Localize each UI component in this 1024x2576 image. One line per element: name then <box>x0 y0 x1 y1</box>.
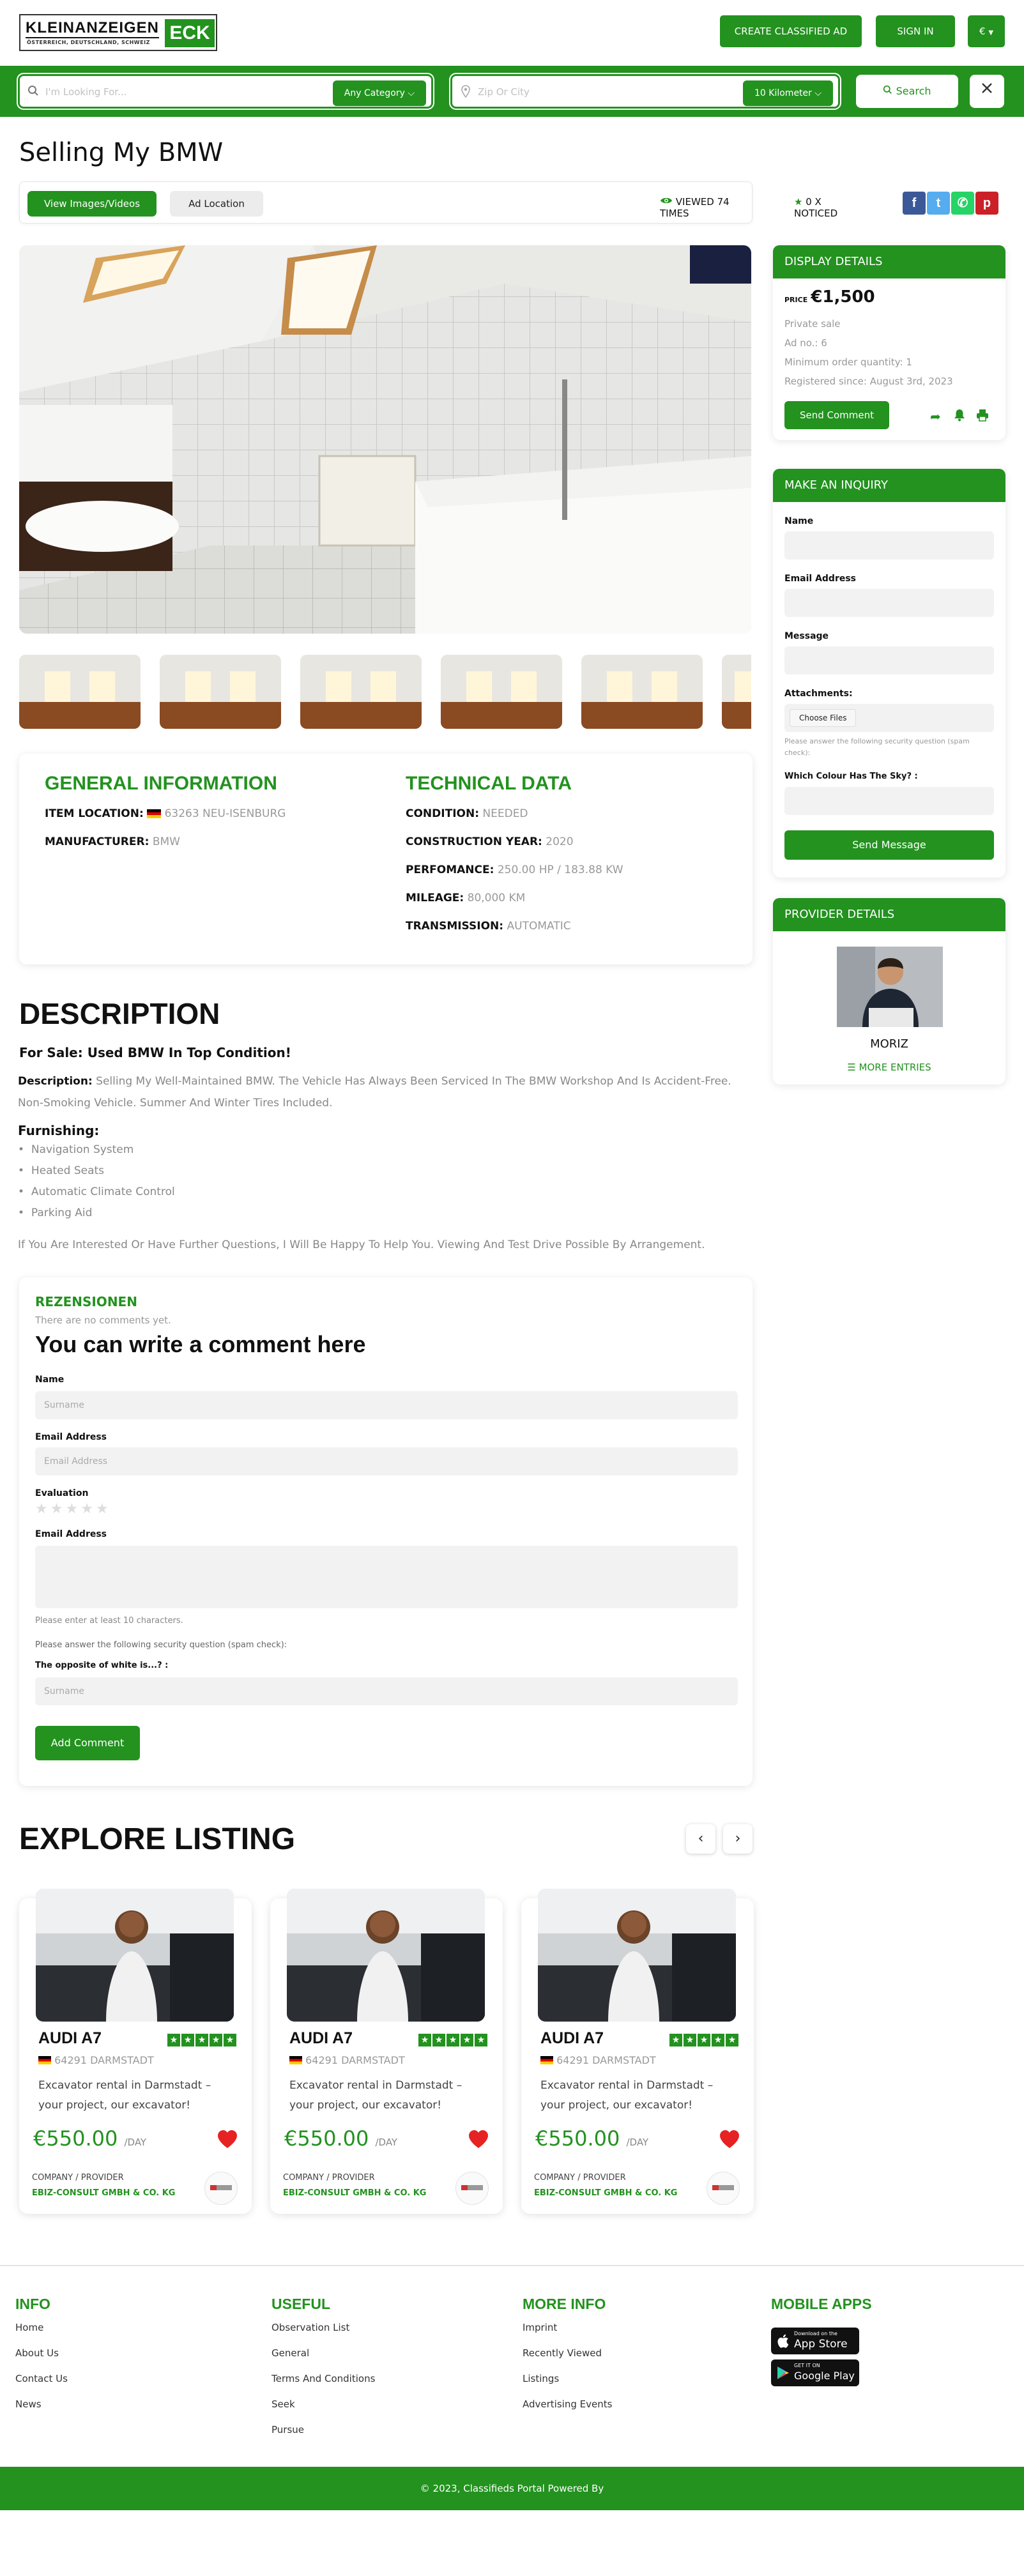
thumbnail-image[interactable] <box>300 655 422 729</box>
star-icon[interactable]: ★ <box>35 1501 50 1517</box>
gplay-big-text: Google Play <box>794 2370 855 2382</box>
heart-icon[interactable] <box>217 2130 238 2151</box>
email-label: Email Address <box>784 574 857 584</box>
company-name[interactable]: EBIZ-CONSULT GMBH & CO. KG <box>283 2188 427 2198</box>
star-icon: ★ <box>418 2034 431 2046</box>
price-label: PRICE <box>784 296 808 304</box>
tech-row <box>406 920 571 933</box>
listing-toolbar <box>19 181 991 224</box>
tech-key: MILEAGE: <box>406 892 464 904</box>
caret-down-icon: ▼ <box>988 29 994 36</box>
main-listing-image[interactable] <box>19 245 751 634</box>
carousel-prev-button[interactable] <box>686 1824 715 1854</box>
currency-dropdown[interactable] <box>968 15 1005 47</box>
germany-flag-icon <box>289 2056 302 2064</box>
noticed-count-text: 0 X NOTICED <box>794 196 838 219</box>
location-text: 64291 DARMSTADT <box>556 2054 656 2066</box>
review-message-label: Email Address <box>35 1529 107 1539</box>
thumbnail-image[interactable] <box>160 655 281 729</box>
furnishing-label: Heated Seats <box>31 1164 105 1177</box>
footer-link[interactable]: Seek <box>271 2398 295 2410</box>
inquiry-message-input[interactable] <box>784 646 994 674</box>
tech-row <box>406 864 623 876</box>
no-comments-text: There are no comments yet. <box>35 1315 171 1326</box>
review-email-label: Email Address <box>35 1432 107 1442</box>
footer-link[interactable]: Contact Us <box>15 2373 68 2384</box>
furnishing-item: • Heated Seats <box>18 1164 105 1177</box>
company-label: COMPANY / PROVIDER <box>283 2173 375 2183</box>
category-label: Any Category <box>344 88 405 98</box>
listing-card-title: AUDI A7 <box>289 2029 353 2047</box>
search-icon <box>27 85 39 99</box>
appstore-big-text: App Store <box>794 2338 848 2351</box>
listing-card-image <box>538 1889 736 2022</box>
chevron-down-icon: ⌵ <box>814 88 821 98</box>
ad-number: Ad no.: 6 <box>784 337 827 349</box>
heart-icon[interactable] <box>719 2130 740 2151</box>
listing-card-description: Excavator rental in Darmstadt – your project, our excavator! <box>38 2079 211 2112</box>
technical-data-heading: TECHNICAL DATA <box>406 773 572 794</box>
rating-stars <box>418 2034 487 2046</box>
sale-type: Private sale <box>784 318 841 330</box>
chevron-right-icon: › <box>735 1831 741 1847</box>
furnishing-label: Navigation System <box>31 1143 134 1156</box>
security-question-label: Which Colour Has The Sky? : <box>784 772 918 781</box>
listing-card-description: Excavator rental in Darmstadt – your project, our excavator! <box>540 2079 714 2112</box>
tech-key: PERFOMANCE: <box>406 864 494 876</box>
footer-info-heading: INFO <box>15 2296 50 2312</box>
tech-row <box>406 835 574 848</box>
description-label: Description: <box>18 1075 93 1088</box>
manufacturer-row <box>45 835 180 848</box>
message-label: Message <box>784 631 829 641</box>
listing-card-image <box>287 1889 485 2022</box>
radius-label: 10 Kilometer <box>754 88 812 98</box>
facebook-share-icon[interactable]: f <box>903 192 926 215</box>
furnishing-heading: Furnishing: <box>18 1123 100 1138</box>
star-icon: ★ <box>794 196 803 208</box>
footer-link[interactable]: Terms And Conditions <box>271 2373 376 2384</box>
footer-link[interactable]: Advertising Events <box>523 2398 613 2410</box>
registered-since: Registered since: August 3rd, 2023 <box>784 376 953 387</box>
star-icon: ★ <box>461 2034 473 2046</box>
footer-apps-heading: MOBILE APPS <box>771 2296 872 2312</box>
rating-stars <box>669 2034 738 2046</box>
radius-select[interactable] <box>743 80 833 106</box>
tech-value: 2020 <box>546 835 574 848</box>
item-location-key: ITEM LOCATION: <box>45 807 144 820</box>
tech-value: 250.00 HP / 183.88 KW <box>497 864 623 876</box>
appstore-small-text: Download on the <box>794 2331 837 2336</box>
attachments-label: Attachments: <box>784 689 853 699</box>
provider-heading: PROVIDER DETAILS <box>773 898 1005 931</box>
tech-value: AUTOMATIC <box>507 920 571 933</box>
star-icon: ★ <box>684 2034 696 2046</box>
keyword-input[interactable]: I'm Looking For... <box>45 86 127 98</box>
listing-card-image <box>36 1889 234 2022</box>
category-select[interactable] <box>333 80 426 106</box>
close-icon <box>981 85 993 97</box>
min-quantity: Minimum order quantity: 1 <box>784 356 912 368</box>
display-details-heading: DISPLAY DETAILS <box>773 245 1005 278</box>
page-title: Selling My BMW <box>19 138 224 167</box>
view-count-text: VIEWED 74 TIMES <box>660 196 730 219</box>
display-details-panel <box>773 245 1005 440</box>
bathroom-photo <box>19 245 751 634</box>
location-search-box[interactable] <box>450 74 840 109</box>
footer-link[interactable]: Pursue <box>271 2424 305 2435</box>
inquiry-spam-note: Please answer the following security question (spam check): <box>784 737 970 757</box>
inquiry-email-input[interactable] <box>784 589 994 617</box>
search-icon <box>883 85 892 97</box>
listing-card-description: Excavator rental in Darmstadt – your project, our excavator! <box>289 2079 462 2112</box>
more-entries-link[interactable] <box>773 1062 1005 1073</box>
location-pin-icon <box>461 85 470 100</box>
company-name[interactable]: EBIZ-CONSULT GMBH & CO. KG <box>32 2188 176 2198</box>
star-icon: ★ <box>224 2034 236 2046</box>
search-button-label: Search <box>896 85 931 97</box>
name-label: Name <box>784 516 814 526</box>
star-icon: ★ <box>432 2034 445 2046</box>
ad-location-button[interactable]: Ad Location <box>170 191 263 217</box>
thumbnail-image[interactable] <box>722 655 751 729</box>
star-icon: ★ <box>475 2034 487 2046</box>
ad-meta <box>784 314 953 391</box>
footer-link[interactable]: Imprint <box>523 2322 558 2333</box>
search-button[interactable] <box>856 75 958 108</box>
price-value: €550.00 <box>33 2126 118 2151</box>
review-spam-note: Please answer the following security question (spam check): <box>35 1640 287 1650</box>
description-text: Selling My Well-Maintained BMW. The Vehicle Has Always Been Serviced In The BMW Workshop And Is Accident-Free. Non-Smoking Vehicle. Summer And Winter Tires Included. <box>18 1075 731 1109</box>
company-label: COMPANY / PROVIDER <box>534 2173 626 2183</box>
footer-link[interactable]: Recently Viewed <box>523 2347 602 2359</box>
choose-files-button[interactable]: Choose Files <box>790 709 856 727</box>
footer-more-heading: MORE INFO <box>523 2296 606 2312</box>
listing-card-title: AUDI A7 <box>540 2029 604 2047</box>
inquiry-panel <box>773 469 1005 878</box>
star-icon: ★ <box>195 2034 208 2046</box>
footer-link[interactable]: Observation List <box>271 2322 350 2333</box>
add-comment-button[interactable]: Add Comment <box>35 1726 140 1760</box>
furnishing-item: • Parking Aid <box>18 1207 93 1219</box>
google-play-badge[interactable] <box>771 2359 859 2386</box>
star-icon: ★ <box>210 2034 222 2046</box>
general-info-heading: GENERAL INFORMATION <box>45 773 277 794</box>
whatsapp-share-icon[interactable]: ✆ <box>951 192 974 215</box>
tech-key: TRANSMISSION: <box>406 920 504 933</box>
thumbnail-image[interactable] <box>441 655 562 729</box>
manufacturer-value: BMW <box>152 835 180 848</box>
heart-icon[interactable] <box>468 2130 489 2151</box>
description-subtitle: For Sale: Used BMW In Top Condition! <box>19 1045 291 1060</box>
price-value: €550.00 <box>284 2126 369 2151</box>
review-name-label: Name <box>35 1375 65 1385</box>
item-location-row <box>45 807 286 820</box>
star-icon: ★ <box>698 2034 710 2046</box>
provider-avatar <box>837 947 943 1027</box>
footer-link[interactable]: Home <box>15 2322 44 2333</box>
footer-useful-heading: USEFUL <box>271 2296 330 2312</box>
copyright-bar: © 2023, Classifieds Portal Powered By <box>0 2467 1024 2510</box>
review-email-input[interactable]: Email Address <box>35 1447 738 1475</box>
write-comment-heading: You can write a comment here <box>35 1331 366 1357</box>
reviews-heading: REZENSIONEN <box>35 1294 137 1309</box>
pinterest-share-icon[interactable]: p <box>975 192 998 215</box>
star-icon: ★ <box>167 2034 180 2046</box>
listing-card-price <box>33 2126 146 2151</box>
footer-useful-column <box>271 2296 375 2450</box>
tech-row <box>406 892 525 904</box>
footer-link[interactable]: News <box>15 2398 42 2410</box>
inquiry-heading: MAKE AN INQUIRY <box>773 469 1005 502</box>
footer-info-column <box>15 2296 68 2424</box>
listing-card-location <box>289 2054 405 2066</box>
footer-apps-column <box>771 2296 872 2322</box>
company-logo <box>455 2172 489 2205</box>
more-entries-label: MORE ENTRIES <box>859 1062 931 1073</box>
noticed-count <box>794 196 837 219</box>
listing-card[interactable] <box>521 1898 754 2214</box>
apple-logo-icon <box>777 2334 789 2348</box>
location-text: 64291 DARMSTADT <box>54 2054 154 2066</box>
logo-accent-text: ECK <box>165 19 215 47</box>
description-body <box>18 1071 753 1114</box>
bell-icon[interactable] <box>954 409 965 424</box>
min-chars-hint: Please enter at least 10 characters. <box>35 1616 183 1626</box>
furnishing-item: • Navigation System <box>18 1143 134 1156</box>
send-comment-button[interactable]: Send Comment <box>784 401 889 429</box>
star-icon: ★ <box>669 2034 682 2046</box>
twitter-share-icon[interactable]: t <box>927 192 950 215</box>
listing-card[interactable] <box>19 1898 252 2214</box>
google-play-icon <box>777 2366 790 2380</box>
tech-value: 80,000 KM <box>467 892 526 904</box>
attachments-field <box>784 704 994 732</box>
rating-stars <box>167 2034 236 2046</box>
search-bar <box>0 66 1024 117</box>
logo-subtitle: ÖSTERREICH, DEUTSCHLAND, SCHWEIZ <box>27 40 150 45</box>
company-logo <box>204 2172 238 2205</box>
company-name[interactable]: EBIZ-CONSULT GMBH & CO. KG <box>534 2188 678 2198</box>
star-icon[interactable]: ★ <box>50 1501 66 1517</box>
listing-card-location <box>38 2054 154 2066</box>
tech-value: NEEDED <box>482 807 528 820</box>
chevron-left-icon: ‹ <box>698 1831 704 1847</box>
footer-link[interactable]: About Us <box>15 2347 59 2359</box>
location-text: 64291 DARMSTADT <box>305 2054 405 2066</box>
app-store-badge[interactable] <box>771 2328 859 2354</box>
furnishing-item: • Automatic Climate Control <box>18 1185 175 1198</box>
tech-key: CONSTRUCTION YEAR: <box>406 835 542 848</box>
share-icon[interactable]: ➦ <box>930 409 941 424</box>
tech-row <box>406 807 528 820</box>
price-unit: /DAY <box>626 2137 649 2148</box>
tech-key: CONDITION: <box>406 807 479 820</box>
review-security-input[interactable]: Surname <box>35 1677 738 1705</box>
gplay-small-text: GET IT ON <box>794 2363 820 2368</box>
currency-label: € <box>979 26 986 37</box>
star-icon[interactable]: ★ <box>95 1501 111 1517</box>
footer-link[interactable]: General <box>271 2347 310 2359</box>
star-icon: ★ <box>181 2034 194 2046</box>
furnishing-list <box>18 1143 175 1228</box>
view-images-button[interactable]: View Images/Videos <box>27 191 157 217</box>
provider-panel <box>773 898 1005 1085</box>
price-row <box>784 287 875 307</box>
close-button[interactable] <box>970 75 1004 108</box>
send-message-button[interactable]: Send Message <box>784 830 994 860</box>
evaluation-label: Evaluation <box>35 1488 89 1498</box>
star-icon[interactable]: ★ <box>65 1501 81 1517</box>
signin-button[interactable]: SIGN IN <box>876 15 955 47</box>
listing-card-price <box>284 2126 397 2151</box>
list-icon: ☰ <box>847 1062 856 1073</box>
price-value: €550.00 <box>535 2126 620 2151</box>
security-answer-input[interactable] <box>784 787 994 815</box>
site-header <box>0 0 1024 66</box>
star-icon: ★ <box>447 2034 459 2046</box>
description-heading: DESCRIPTION <box>19 997 220 1030</box>
location-input[interactable]: Zip Or City <box>478 86 530 98</box>
footer-divider <box>0 2265 1024 2266</box>
price-unit: /DAY <box>375 2137 398 2148</box>
site-logo[interactable] <box>19 14 217 51</box>
price-value: €1,500 <box>811 287 875 307</box>
thumbnail-image[interactable] <box>581 655 703 729</box>
manufacturer-key: MANUFACTURER: <box>45 835 149 848</box>
star-icon: ★ <box>712 2034 724 2046</box>
footer-more-column <box>523 2296 612 2424</box>
germany-flag-icon <box>540 2056 553 2064</box>
review-security-question: The opposite of white is...? : <box>35 1661 169 1670</box>
germany-flag-icon <box>38 2056 51 2064</box>
description-closing: If You Are Interested Or Have Further Questions, I Will Be Happy To Help You. Viewing And Test Drive Possible By Arrangement. <box>18 1238 705 1251</box>
explore-heading: EXPLORE LISTING <box>19 1822 296 1856</box>
eye-icon <box>660 196 673 208</box>
item-location-value: 63263 NEU-ISENBURG <box>164 807 286 820</box>
star-icon[interactable]: ★ <box>80 1501 96 1517</box>
germany-flag-icon <box>147 809 161 818</box>
keyword-search-box[interactable] <box>18 74 433 109</box>
provider-name: MORIZ <box>870 1037 908 1051</box>
price-unit: /DAY <box>124 2137 147 2148</box>
carousel-next-button[interactable] <box>723 1824 753 1854</box>
print-icon[interactable] <box>976 409 989 424</box>
listing-card-title: AUDI A7 <box>38 2029 102 2047</box>
furnishing-label: Automatic Climate Control <box>31 1185 175 1198</box>
company-logo <box>707 2172 740 2205</box>
logo-main-text: KLEINANZEIGEN <box>26 19 159 38</box>
listing-card-price <box>535 2126 648 2151</box>
listing-card[interactable] <box>270 1898 503 2214</box>
review-message-textarea[interactable] <box>35 1546 738 1608</box>
rating-stars-input[interactable] <box>35 1501 111 1517</box>
create-ad-button[interactable]: CREATE CLASSIFIED AD <box>720 15 862 47</box>
footer-link[interactable]: Listings <box>523 2373 560 2384</box>
chevron-down-icon: ⌵ <box>408 88 415 98</box>
reviews-section <box>19 1277 753 1786</box>
view-count <box>660 196 752 219</box>
star-icon: ★ <box>726 2034 738 2046</box>
inquiry-name-input[interactable] <box>784 531 994 560</box>
review-name-input[interactable]: Surname <box>35 1391 738 1419</box>
info-card <box>19 754 753 964</box>
furnishing-label: Parking Aid <box>31 1207 93 1219</box>
thumbnail-image[interactable] <box>19 655 141 729</box>
listing-card-location <box>540 2054 656 2066</box>
company-label: COMPANY / PROVIDER <box>32 2173 124 2183</box>
